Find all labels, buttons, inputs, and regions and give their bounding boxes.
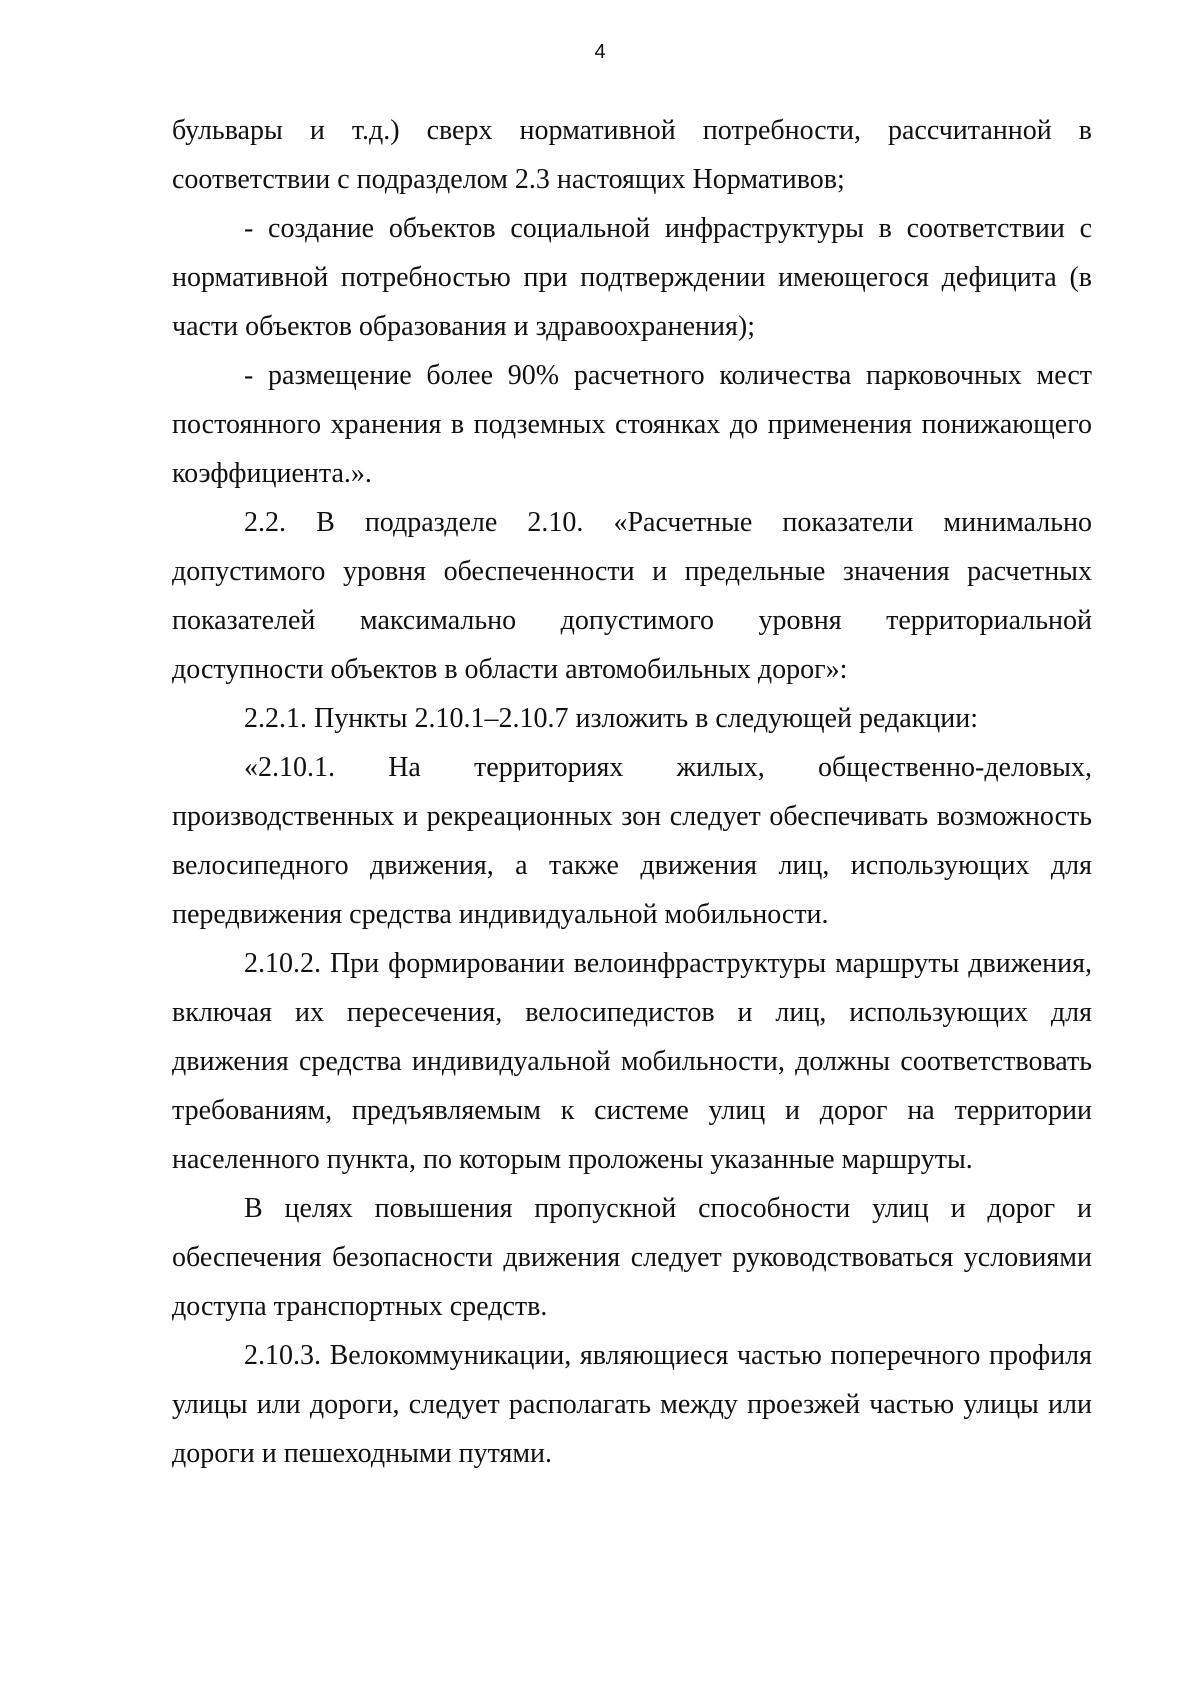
paragraph-social-infrastructure: - создание объектов социальной инфраструктуры в соответствии с нормативной потребностью при подтверждении имеющегося дефицита (в части объектов образования и здравоохранения); (172, 213, 1092, 342)
paragraph-capacity: В целях повышения пропускной способности улиц и дорог и обеспечения безопасности движения следует руководствоваться условиями доступа транспортных средств. (172, 1193, 1092, 1322)
paragraph-2-10-3: 2.10.3. Велокоммуникации, являющиеся частью поперечного профиля улицы или дороги, следует располагать между проезжей частью улицы или дороги и пешеходными путями. (172, 1340, 1092, 1469)
paragraph-continuation: бульвары и т.д.) сверх нормативной потребности, рассчитанной в соответствии с подразделом 2.3 настоящих Нормативов; (172, 115, 1092, 195)
paragraph-2-10-1: «2.10.1. На территориях жилых, общественно-деловых, производственных и рекреационных зон следует обеспечивать возможность велосипедного движения, а также движения лиц, использующих для передвижения средства индивидуальной мобильности. (172, 752, 1092, 930)
document-body (172, 106, 1092, 1478)
paragraph-2-2: 2.2. В подразделе 2.10. «Расчетные показатели минимально допустимого уровня обеспеченности и предельные значения расчетных показателей максимально допустимого уровня территориальной доступности объектов в области автомобильных дорог»: (172, 507, 1092, 685)
paragraph-2-10-2: 2.10.2. При формировании велоинфраструктуры маршруты движения, включая их пересечения, велосипедистов и лиц, использующих для движения средства индивидуальной мобильности, должны соответствовать требованиям, предъявляемым к системе улиц и дорог на территории населенного пункта, по которым проложены указанные маршруты. (172, 948, 1092, 1175)
page-number: 4 (594, 41, 606, 63)
paragraph-2-2-1: 2.2.1. Пункты 2.10.1–2.10.7 изложить в следующей редакции: (244, 703, 979, 734)
paragraph-parking: - размещение более 90% расчетного количества парковочных мест постоянного хранения в подземных стоянках до применения понижающего коэффициента.». (172, 360, 1092, 489)
